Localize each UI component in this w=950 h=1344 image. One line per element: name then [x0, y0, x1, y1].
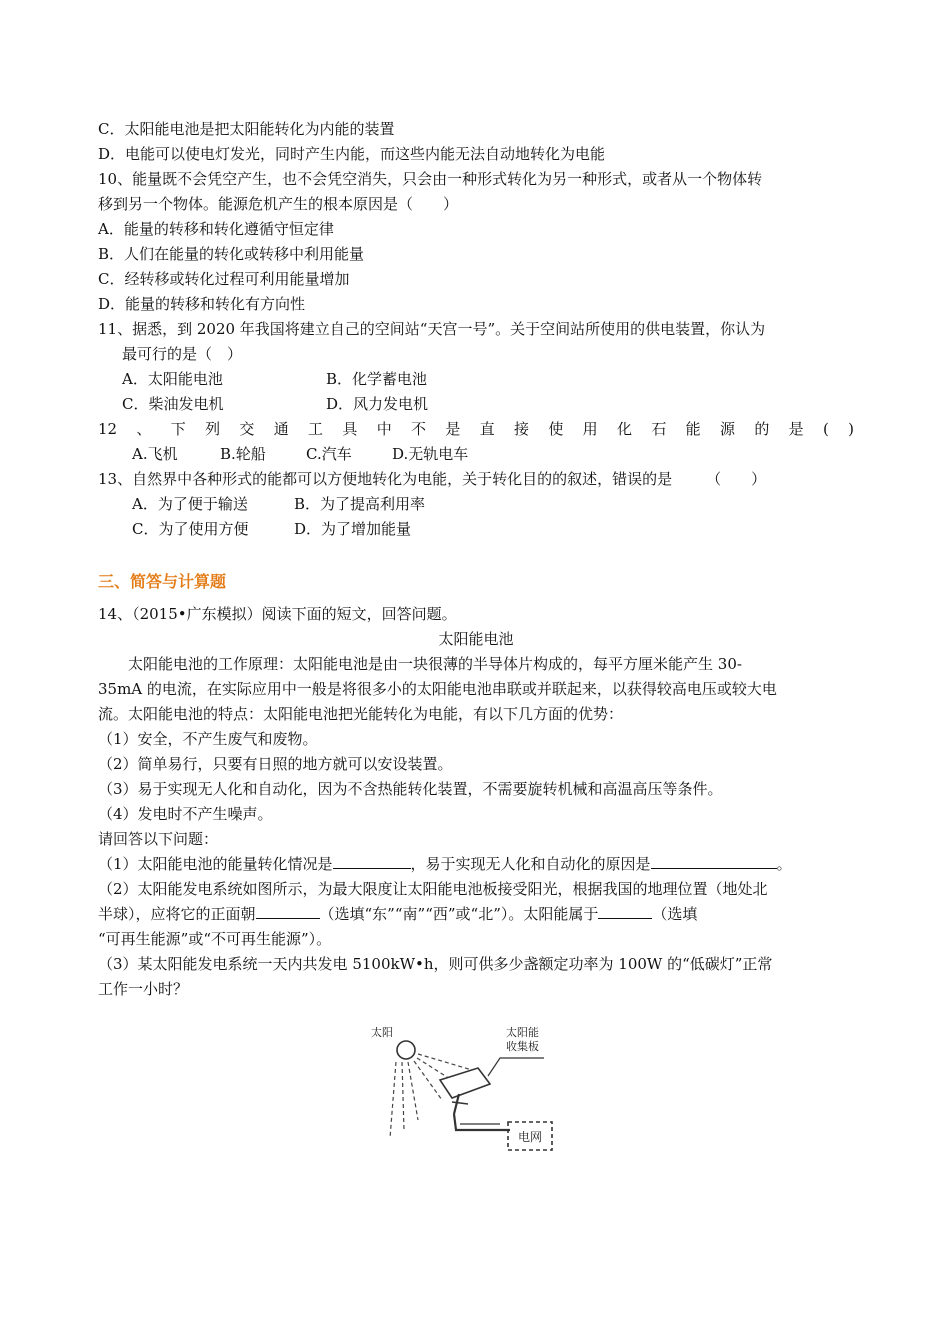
q12-stem-char: 能	[685, 420, 701, 438]
q11-options-row2	[98, 392, 854, 417]
q11-option-c: C．柴油发电机	[122, 395, 224, 413]
q14-ask: 请回答以下问题：	[98, 830, 219, 848]
q12-option-b: B.轮船	[220, 445, 266, 463]
q12-option-a: A.飞机	[132, 445, 178, 463]
panel-label-line2: 收集板	[506, 1040, 539, 1053]
q12-option-d: D.无轨电车	[392, 445, 469, 463]
q12-stem-char: )	[848, 420, 854, 438]
q12-stem-char: 、	[136, 420, 152, 438]
panel-leader-line	[488, 1058, 544, 1076]
q12-stem-char: 是	[788, 420, 804, 438]
answer-blank-energy-type[interactable]	[598, 902, 652, 919]
q10-option-a: A．能量的转移和转化遵循守恒定律	[98, 220, 334, 238]
q12-stem	[98, 417, 854, 442]
q11-options-row1	[98, 367, 854, 392]
q12-stem-char: 通	[273, 420, 289, 438]
worksheet-page	[98, 117, 854, 1002]
q11-stem-line2: 最可行的是（ ）	[122, 345, 243, 363]
q12-stem-char: 12	[98, 420, 118, 438]
q11-option-a: A．太阳能电池	[122, 370, 223, 388]
q9-option-c: C．太阳能电池是把太阳能转化为内能的装置	[98, 120, 395, 138]
q14-sub1-text-c: 。	[776, 855, 792, 873]
q13-option-a: A．为了便于输送	[132, 495, 248, 513]
q13-option-b: B．为了提高利用率	[294, 495, 426, 513]
q12-stem-char: 使	[548, 420, 564, 438]
section-3-title: 三、简答与计算题	[98, 572, 227, 591]
q12-stem-char: 是	[445, 420, 461, 438]
q14-stem: 14、（2015•广东模拟）阅读下面的短文，回答问题。	[98, 605, 457, 623]
q12-stem-char: 具	[342, 420, 358, 438]
q12-stem-char: 列	[205, 420, 221, 438]
grid-label: 电网	[518, 1130, 543, 1144]
q10-stem-line1: 10、能量既不会凭空产生，也不会凭空消失，只会由一种形式转化为另一种形式，或者从一个物体转	[98, 170, 763, 188]
q13-paren: （ ）	[706, 470, 767, 488]
q12-stem-char: 源	[719, 420, 735, 438]
q10-option-b: B．人们在能量的转化或转移中利用能量	[98, 245, 365, 263]
q14-sub2-text-b: （选填“东”“南”“西”或“北”）。太阳能属于	[319, 905, 599, 923]
q10-option-d: D．能量的转移和转化有方向性	[98, 295, 306, 313]
panel-label-line1: 太阳能	[506, 1026, 539, 1039]
q11-stem-line1: 11、据悉，到 2020 年我国将建立自己的空间站“天宫一号”。关于空间站所使用的供电装置，你认为	[98, 320, 766, 338]
q12-options	[98, 442, 854, 467]
q14-article-title: 太阳能电池	[438, 630, 514, 648]
q14-sub2-text-c: （选填	[652, 905, 698, 923]
q10-option-c: C．经转移或转化过程可利用能量增加	[98, 270, 350, 288]
q14-para-line2: 35mA 的电流，在实际应用中一般是将很多小的太阳能电池串联或并联起来，以获得较高电压或较大电	[98, 680, 777, 698]
q13-option-d: D．为了增加能量	[294, 520, 412, 538]
q12-stem-char: 中	[376, 420, 392, 438]
q12-option-c: C.汽车	[306, 445, 352, 463]
q14-sub3-line2: 工作一小时？	[98, 980, 189, 998]
q11-option-d: D．风力发电机	[326, 395, 429, 413]
q13-options-row1	[98, 492, 854, 517]
q12-stem-char: 用	[582, 420, 598, 438]
sun-label: 太阳	[371, 1026, 393, 1039]
cable-icon	[454, 1114, 510, 1130]
q13-option-c: C．为了使用方便	[132, 520, 249, 538]
q11-option-b: B．化学蓄电池	[326, 370, 428, 388]
q12-stem-char: 石	[651, 420, 667, 438]
q14-sub2-text-a: 半球），应将它的正面朝	[98, 905, 256, 923]
q14-para-line3: 流。太阳能电池的特点：太阳能电池把光能转化为电能，有以下几方面的优势：	[98, 705, 624, 723]
q14-sub2-line3: “可再生能源”或“不可再生能源”）。	[98, 930, 332, 948]
q12-stem-char: 下	[170, 420, 186, 438]
q14-advantage-1: （1）安全，不产生废气和废物。	[98, 730, 318, 748]
q12-stem-char: 化	[617, 420, 633, 438]
q14-sub1-text-a: （1）太阳能电池的能量转化情况是	[98, 855, 333, 873]
q14-sub2-line2	[98, 902, 854, 927]
q14-advantage-2: （2）简单易行，只要有日照的地方就可以安设装置。	[98, 755, 453, 773]
q13-stem-row	[98, 467, 854, 492]
q12-stem-char: 接	[514, 420, 530, 438]
q9-option-d: D．电能可以使电灯发光，同时产生内能，而这些内能无法自动地转化为电能	[98, 145, 606, 163]
q10-stem-line2: 移到另一个物体。能源危机产生的根本原因是（ ）	[98, 195, 459, 213]
q12-stem-char: 工	[308, 420, 324, 438]
q13-stem: 13、自然界中各种形式的能都可以方便地转化为电能，关于转化目的的叙述，错误的是	[98, 470, 673, 488]
solar-panel-icon	[440, 1068, 490, 1098]
solar-diagram	[360, 1020, 570, 1160]
q12-stem-char: 不	[411, 420, 427, 438]
q12-stem-char: 的	[754, 420, 770, 438]
answer-blank-energy-conversion[interactable]	[333, 852, 411, 869]
q12-stem-char: (	[822, 420, 829, 438]
answer-blank-direction[interactable]	[256, 902, 320, 919]
q14-sub2-line1: （2）太阳能发电系统如图所示，为最大限度让太阳能电池板接受阳光，根据我国的地理位置（地处北	[98, 880, 768, 898]
q14-advantage-4: （4）发电时不产生噪声。	[98, 805, 273, 823]
q14-sub3-line1: （3）某太阳能发电系统一天内共发电 5100kW•h，则可供多少盏额定功率为 100W 的“低碳灯”正常	[98, 955, 773, 973]
answer-blank-reason[interactable]	[651, 852, 777, 869]
q12-stem-char: 直	[479, 420, 495, 438]
q14-sub1	[98, 852, 854, 877]
sun-icon	[397, 1041, 415, 1059]
q14-para-line1: 太阳能电池的工作原理：太阳能电池是由一块很薄的半导体片构成的，每平方厘米能产生 30-	[128, 655, 742, 673]
q14-advantage-3: （3）易于实现无人化和自动化，因为不含热能转化装置，不需要旋转机械和高温高压等条件。	[98, 780, 723, 798]
q12-stem-char: 交	[239, 420, 255, 438]
solar-system-figure	[360, 1020, 570, 1160]
q13-options-row2	[98, 517, 854, 542]
q14-sub1-text-b: ，易于实现无人化和自动化的原因是	[410, 855, 651, 873]
